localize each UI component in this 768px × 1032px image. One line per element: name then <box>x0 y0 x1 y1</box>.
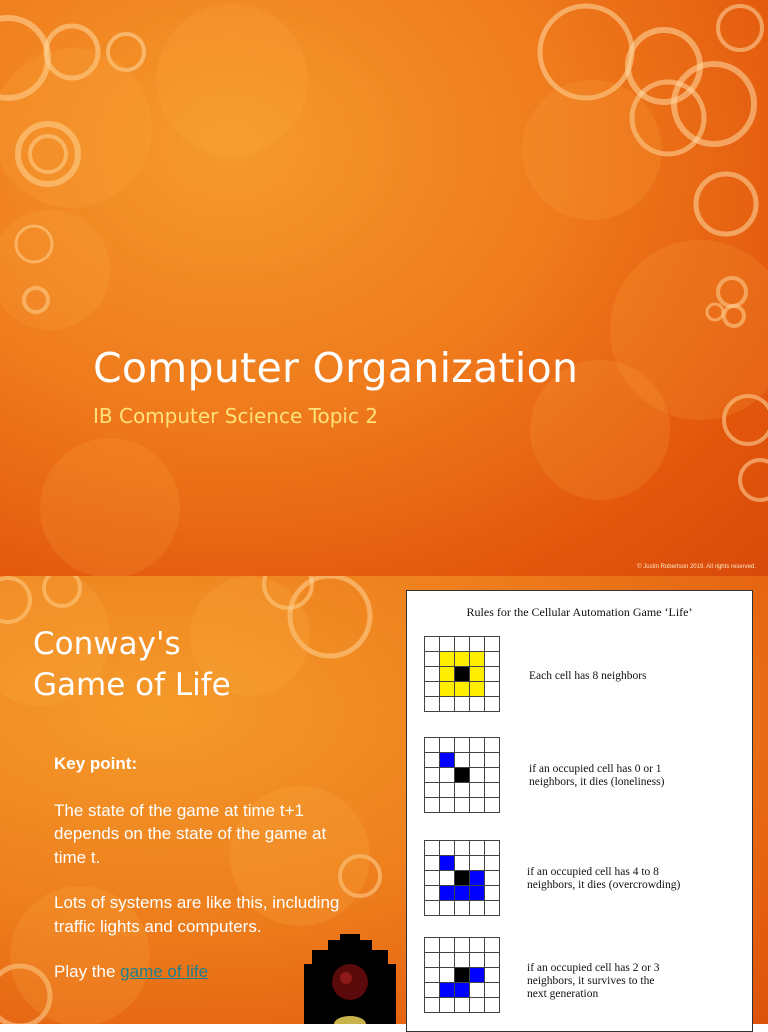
traffic-light-image <box>300 934 400 1024</box>
slide-title <box>33 624 333 706</box>
rule-grid-loneliness <box>424 737 500 813</box>
key-point-heading: Key point: <box>54 754 138 773</box>
play-prefix: Play the <box>54 962 121 981</box>
rule-3-line-2: neighbors, it dies (overcrowding) <box>527 879 681 891</box>
rule-text-4 <box>527 962 660 1001</box>
paragraph-systems: Lots of systems are like this, including traffic lights and computers. <box>54 893 340 936</box>
rule-4-line-3: next generation <box>527 988 599 1000</box>
title-line-1: Conway's <box>33 626 181 662</box>
rules-title: Rules for the Cellular Automation Game ‘Life’ <box>466 605 693 619</box>
slide-subtitle: IB Computer Science Topic 2 <box>93 404 379 428</box>
rule-text-3 <box>527 866 680 892</box>
rule-3-line-1: if an occupied cell has 4 to 8 <box>527 866 659 878</box>
rule-grid-overcrowding <box>424 840 500 916</box>
rule-4-line-1: if an occupied cell has 2 or 3 <box>527 962 660 974</box>
rule-1-line-1: Each cell has 8 neighbors <box>529 670 647 682</box>
game-of-life-link[interactable]: game of life <box>120 962 209 981</box>
rule-2-line-2: neighbors, it dies (loneliness) <box>529 776 665 788</box>
title-line-2: Game of Life <box>33 667 231 703</box>
slide-title: Computer Organization <box>93 344 579 392</box>
copyright-notice: © Justin Robertson 2019. All rights reserved. <box>637 564 756 570</box>
rule-2-line-1: if an occupied cell has 0 or 1 <box>529 763 662 775</box>
rule-grid-survival <box>424 937 500 1013</box>
rules-figure <box>406 590 753 1032</box>
paragraph-state: The state of the game at time t+1 depends on the state of the game at time t. <box>54 800 327 867</box>
rule-text-2 <box>529 763 664 789</box>
rule-4-line-2: neighbors, it survives to the <box>527 975 655 987</box>
rule-text-1 <box>529 670 647 683</box>
rule-grid-neighbors <box>424 636 500 712</box>
